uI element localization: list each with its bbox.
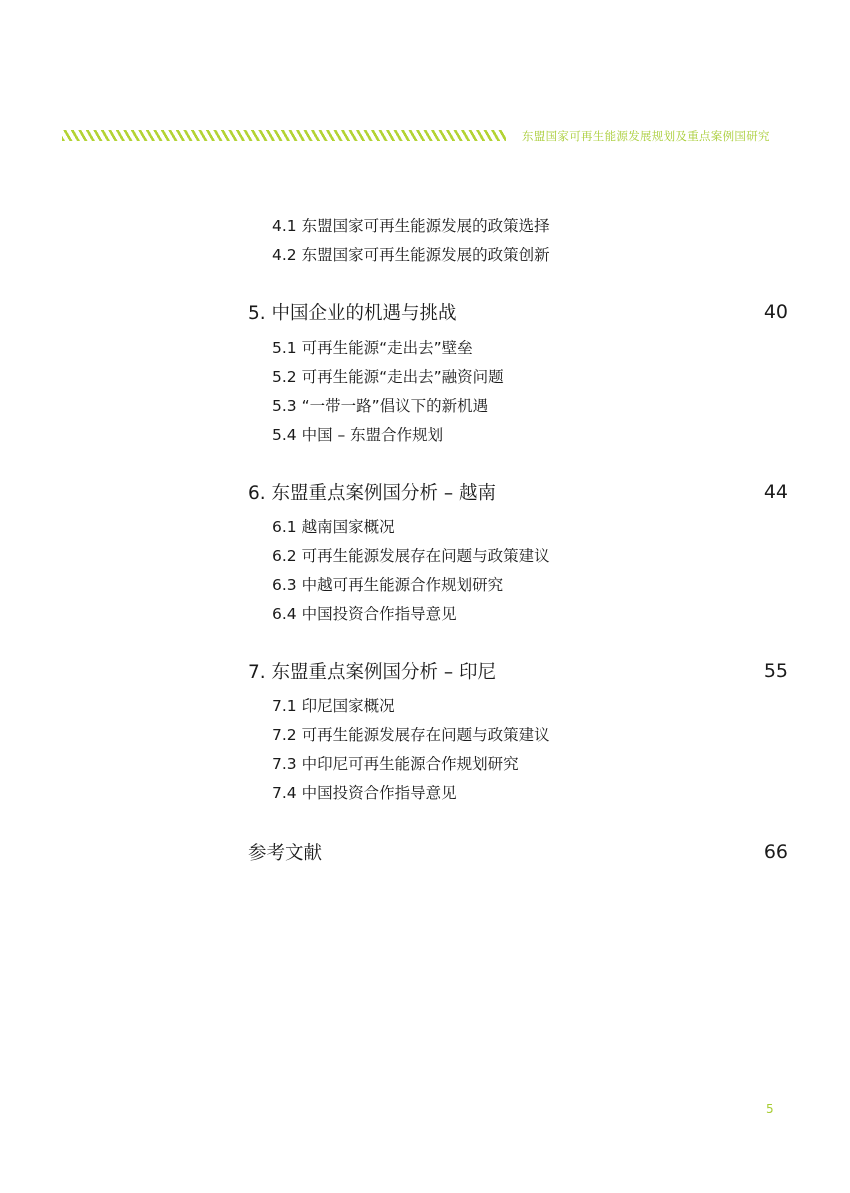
toc-subsection-4-2[interactable]: 4.2 东盟国家可再生能源发展的政策创新 [272,246,550,264]
toc-subsection-5-2[interactable]: 5.2 可再生能源“走出去”融资问题 [272,368,504,386]
toc-chapter-page-number: 55 [763,660,788,682]
toc-subsection-4-1[interactable]: 4.1 东盟国家可再生能源发展的政策选择 [272,217,550,235]
toc-chapter-title: 7. 东盟重点案例国分析 – 印尼 [248,662,497,683]
toc-subsection-6-1[interactable]: 6.1 越南国家概况 [272,518,395,536]
toc-subsection-7-3[interactable]: 7.3 中印尼可再生能源合作规划研究 [272,755,519,773]
toc-subsection-7-4[interactable]: 7.4 中国投资合作指导意见 [272,784,457,802]
toc-chapter-title: 参考文献 [248,843,323,864]
toc-subsection-5-3[interactable]: 5.3 “一带一路”倡议下的新机遇 [272,397,489,415]
toc-chapter-page-number: 40 [763,301,788,323]
toc-chapter-page-number: 44 [763,481,788,503]
toc-chapter-6[interactable] [248,477,788,507]
toc-chapter-title: 5. 中国企业的机遇与挑战 [248,303,457,324]
toc-chapter-7[interactable] [248,656,788,686]
toc-subsection-7-2[interactable]: 7.2 可再生能源发展存在问题与政策建议 [272,726,550,744]
toc-subsection-6-4[interactable]: 6.4 中国投资合作指导意见 [272,605,457,623]
toc-subsection-6-3[interactable]: 6.3 中越可再生能源合作规划研究 [272,576,504,594]
toc-subsection-7-1[interactable]: 7.1 印尼国家概况 [272,697,395,715]
toc-chapter-title: 6. 东盟重点案例国分析 – 越南 [248,483,497,504]
toc-chapter-5[interactable] [248,297,788,327]
running-header-title: 东盟国家可再生能源发展规划及重点案例国研究 [522,129,770,143]
toc-subsection-5-1[interactable]: 5.1 可再生能源“走出去”壁垒 [272,339,473,357]
toc-subsection-5-4[interactable]: 5.4 中国 – 东盟合作规划 [272,426,444,444]
page-number: 5 [766,1102,774,1116]
toc-references[interactable] [248,837,788,867]
toc-subsection-6-2[interactable]: 6.2 可再生能源发展存在问题与政策建议 [272,547,550,565]
toc-chapter-page-number: 66 [763,841,788,863]
